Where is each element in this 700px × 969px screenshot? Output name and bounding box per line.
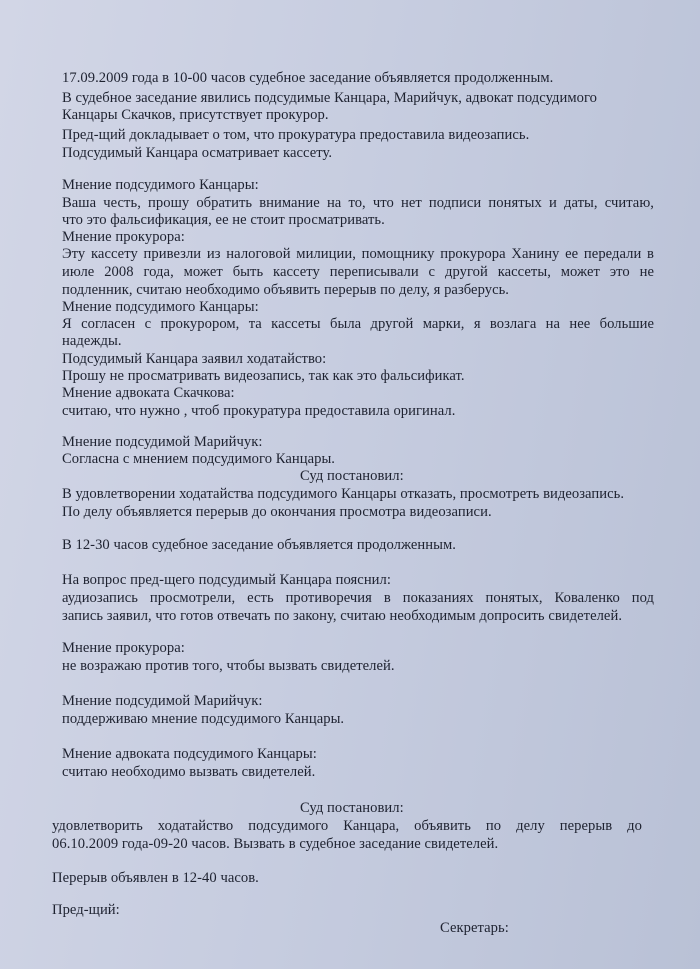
- text-line: Согласна с мнением подсудимого Канцары.: [62, 451, 336, 467]
- ruling-text-line: По делу объявляется перерыв до окончания просмотра видеозаписи.: [62, 504, 492, 520]
- section-heading: На вопрос пред-щего подсудимый Канцара пояснил:: [62, 572, 391, 588]
- text-line: надежды.: [62, 333, 122, 349]
- text-line: подленник, считаю необходимо объявить перерыв по делу, я разберусь.: [62, 282, 510, 298]
- court-ruling-heading: Суд постановил:: [300, 800, 404, 816]
- section-heading: Мнение прокурора:: [62, 229, 185, 245]
- secretary-signature-label: Секретарь:: [440, 920, 509, 936]
- recess-line: Перерыв объявлен в 12-40 часов.: [52, 870, 259, 886]
- attendance-line: В судебное заседание явились подсудимые Канцара, Марийчук, адвокат подсудимого: [62, 90, 598, 106]
- text-line: не возражаю против того, чтобы вызвать свидетелей.: [62, 658, 395, 674]
- text-line: поддерживаю мнение подсудимого Канцары.: [62, 711, 345, 727]
- text-line: аудиозапись просмотрели, есть противоречия в показаниях понятых, Коваленко под: [62, 590, 654, 606]
- defendant-inspects-line: Подсудимый Канцара осматривает кассету.: [62, 145, 333, 161]
- text-line: запись заявил, что готов отвечать по закону, считаю необходимым допросить свидетелей.: [62, 608, 623, 624]
- text-line: Я согласен с прокурором, та кассеты была другой марки, я возлага на нее большие: [62, 316, 654, 332]
- attendance-line-cont: Канцары Скачков, присутствует прокурор.: [62, 107, 329, 123]
- presiding-report-line: Пред-щий докладывает о том, что прокуратура предоставила видеозапись.: [62, 127, 530, 143]
- section-heading: Мнение адвоката подсудимого Канцары:: [62, 746, 317, 762]
- section-heading: Мнение подсудимой Марийчук:: [62, 693, 263, 709]
- section-heading: Мнение подсудимого Канцары:: [62, 299, 259, 315]
- text-line: Прошу не просматривать видеозапись, так как это фальсификат.: [62, 368, 465, 384]
- section-heading: Мнение прокурора:: [62, 640, 185, 656]
- text-line: июле 2008 года, может быть кассету переписывали с другой кассеты, может это не: [62, 264, 654, 280]
- court-ruling-heading: Суд постановил:: [300, 468, 404, 484]
- section-heading: Мнение подсудимой Марийчук:: [62, 434, 263, 450]
- text-line: Эту кассету привезли из налоговой милиции, помощнику прокурора Ханину ее передали в: [62, 246, 654, 262]
- ruling-text-line: удовлетворить ходатайство подсудимого Канцара, объявить по делу перерыв до: [52, 818, 642, 834]
- text-line: Ваша честь, прошу обратить внимание на то, что нет подписи понятых и даты, считаю,: [62, 195, 654, 211]
- ruling-text-line: 06.10.2009 года-09-20 часов. Вызвать в судебное заседание свидетелей.: [52, 836, 499, 852]
- text-line: считаю, что нужно , чтоб прокуратура предоставила оригинал.: [62, 403, 456, 419]
- session-opening-line: 17.09.2009 года в 10-00 часов судебное заседание объявляется продолженным.: [62, 70, 554, 86]
- text-line: считаю необходимо вызвать свидетелей.: [62, 764, 316, 780]
- ruling-text-line: В удовлетворении ходатайства подсудимого Канцары отказать, просмотреть видеозапись.: [62, 486, 625, 502]
- section-heading: Мнение подсудимого Канцары:: [62, 177, 259, 193]
- presiding-signature-label: Пред-щий:: [52, 902, 120, 918]
- session-resume-line: В 12-30 часов судебное заседание объявляется продолженным.: [62, 537, 456, 553]
- section-heading: Подсудимый Канцара заявил ходатайство:: [62, 351, 327, 367]
- text-line: что это фальсификация, ее не стоит просматривать.: [62, 212, 385, 228]
- section-heading: Мнение адвоката Скачкова:: [62, 385, 235, 401]
